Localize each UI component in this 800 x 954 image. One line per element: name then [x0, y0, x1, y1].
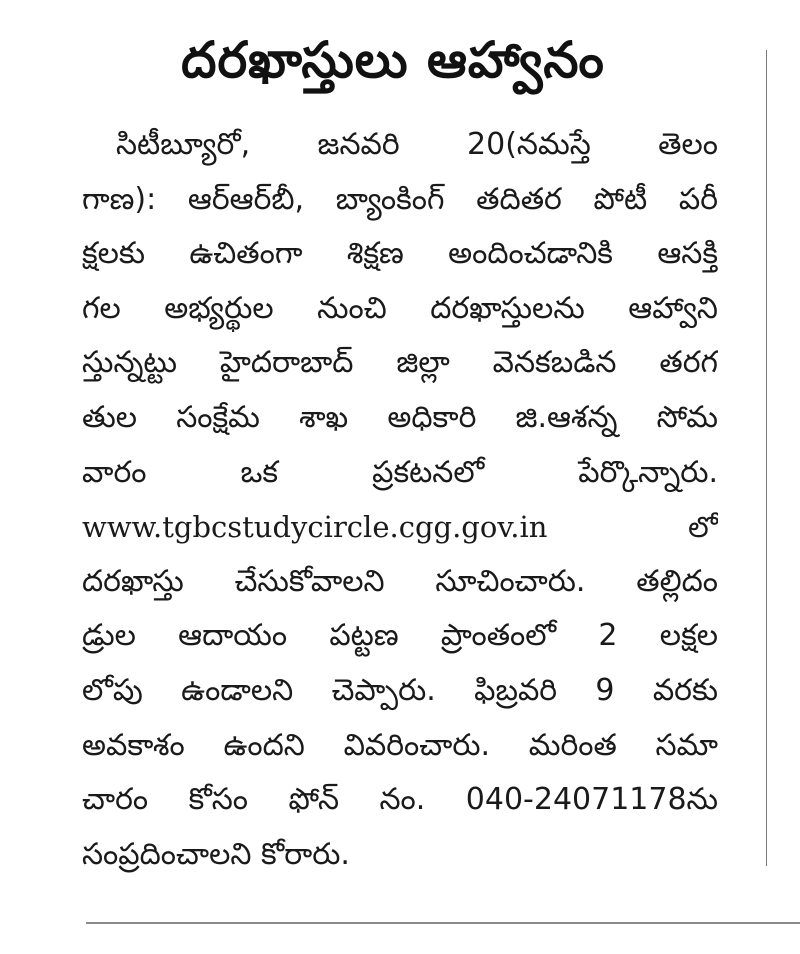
article-body [68, 118, 718, 882]
body-line: గాణ): ఆర్‌ఆర్‌బీ, బ్యాంకింగ్ తదితర పోటీ పరీ [82, 181, 718, 217]
column-divider [766, 50, 767, 866]
body-line: లోపు ఉండాలని చెప్పారు. ఫిబ్రవరి 9 వరకు [82, 672, 718, 708]
body-line: అవకాశం ఉందని వివరించారు. మరింత సమా [82, 727, 718, 763]
body-line: దరఖాస్తు చేసుకోవాలని సూచించారు. తల్లిదం [82, 563, 718, 599]
body-line: గల అభ్యర్థుల నుంచి దరఖాస్తులను ఆహ్వాని [82, 290, 718, 326]
body-line: తుల సంక్షేమ శాఖ అధికారి జి.ఆశన్న సోమ [82, 399, 718, 435]
body-line: వారం ఒక ప్రకటనలో పేర్కొన్నారు. [82, 454, 718, 490]
body-line: డ్రుల ఆదాయం పట్టణ ప్రాంతంలో 2 లక్షల [82, 618, 718, 654]
body-line: సిటీబ్యూరో, జనవరి 20(నమస్తే తెలం [116, 127, 718, 162]
body-line: క్షలకు ఉచితంగా శిక్షణ అందించడానికి ఆసక్తి [82, 236, 718, 272]
body-line: సంప్రదించాలని కోరారు. [82, 836, 350, 872]
phone-number-line: చారం కోసం ఫోన్ నం. 040-24071178ను [82, 782, 718, 818]
bottom-divider [86, 922, 800, 924]
news-article [68, 28, 718, 882]
website-url-line: www.tgbcstudycircle.cgg.gov.in లో [82, 510, 718, 545]
body-line: స్తున్నట్టు హైదరాబాద్ జిల్లా వెనకబడిన తరగ [82, 345, 718, 381]
headline: దరఖాస్తులు ఆహ్వానం [181, 31, 605, 89]
